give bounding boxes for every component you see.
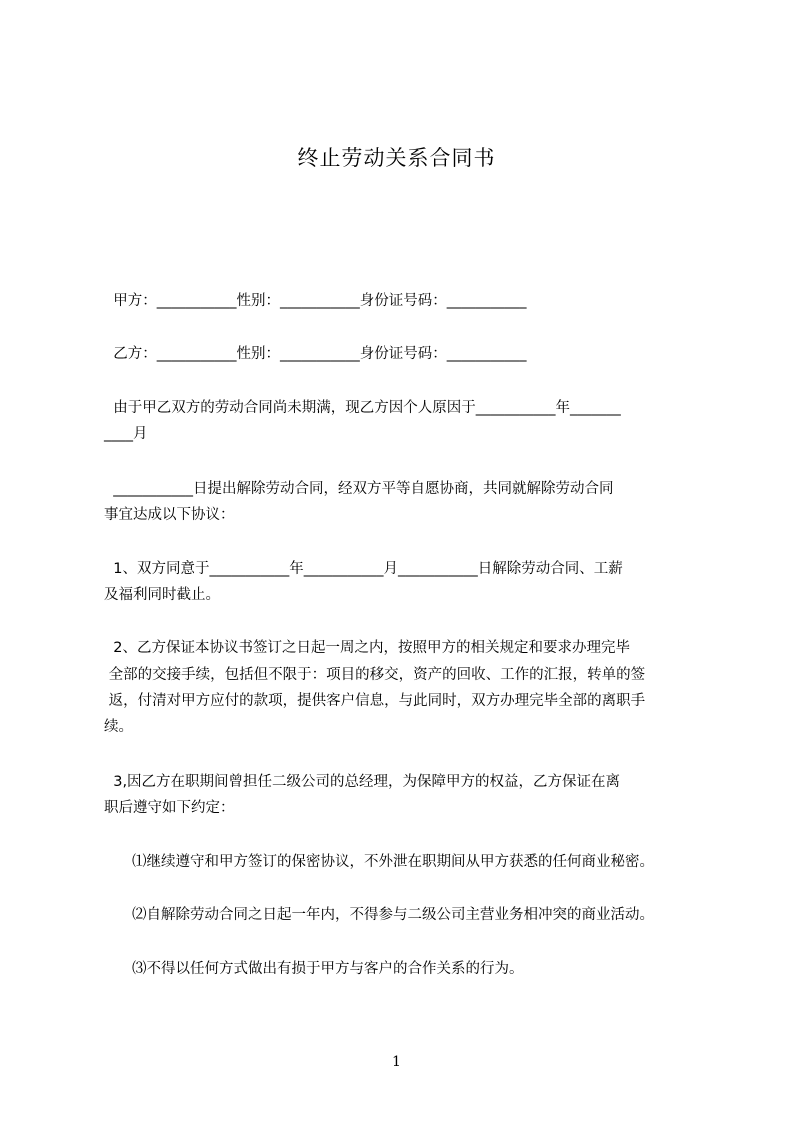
clause-1-line-1: 1、双方同意于___________年___________月___________日解除劳动合同、工薪 bbox=[104, 561, 623, 577]
clause-2-line-3: 返，付清对甲方应付的款项，提供客户信息，与此同时，双方办理完毕全部的离职手 bbox=[104, 693, 646, 709]
clause-3-line-1: 3,因乙方在职期间曾担任二级公司的总经理，为保障甲方的权益，乙方保证在离 bbox=[104, 774, 621, 790]
clause-2-line-1: 2、乙方保证本协议书签订之日起一周之内，按照甲方的相关规定和要求办理完毕 bbox=[104, 640, 630, 656]
clause-3-line-2: 职后遵守如下约定： bbox=[104, 800, 235, 816]
party-b-line: 乙方：___________性别：___________身份证号码：___________ bbox=[104, 346, 527, 362]
termination-day-line-2: 事宜达成以下协议： bbox=[104, 507, 235, 523]
sub-clause-3: ⑶不得以任何方式做出有损于甲方与客户的合作关系的行为。 bbox=[132, 961, 524, 977]
document-title: 终止劳动关系合同书 bbox=[297, 146, 496, 170]
clause-2-line-4: 续。 bbox=[104, 719, 133, 735]
intro-line-2: ____月 bbox=[104, 426, 148, 442]
sub-clause-2: ⑵自解除劳动合同之日起一年内，不得参与二级公司主营业务相冲突的商业活动。 bbox=[132, 907, 654, 923]
party-a-line: 甲方：___________性别：___________身份证号码：___________ bbox=[104, 293, 527, 309]
intro-line-1: 由于甲乙双方的劳动合同尚未期满，现乙方因个人原因于___________年_______ bbox=[104, 400, 621, 416]
clause-2-line-2: 全部的交接手续，包括但不限于：项目的移交，资产的回收、工作的汇报，转单的签 bbox=[104, 667, 646, 683]
clause-1-line-2: 及福利同时截止。 bbox=[104, 587, 220, 603]
termination-day-line-1: ___________日提出解除劳动合同，经双方平等自愿协商，共同就解除劳动合同 bbox=[104, 481, 614, 497]
sub-clause-1: ⑴继续遵守和甲方签订的保密协议，不外泄在职期间从甲方获悉的任何商业秘密。 bbox=[132, 854, 654, 870]
page-number: 1 bbox=[392, 1054, 401, 1070]
